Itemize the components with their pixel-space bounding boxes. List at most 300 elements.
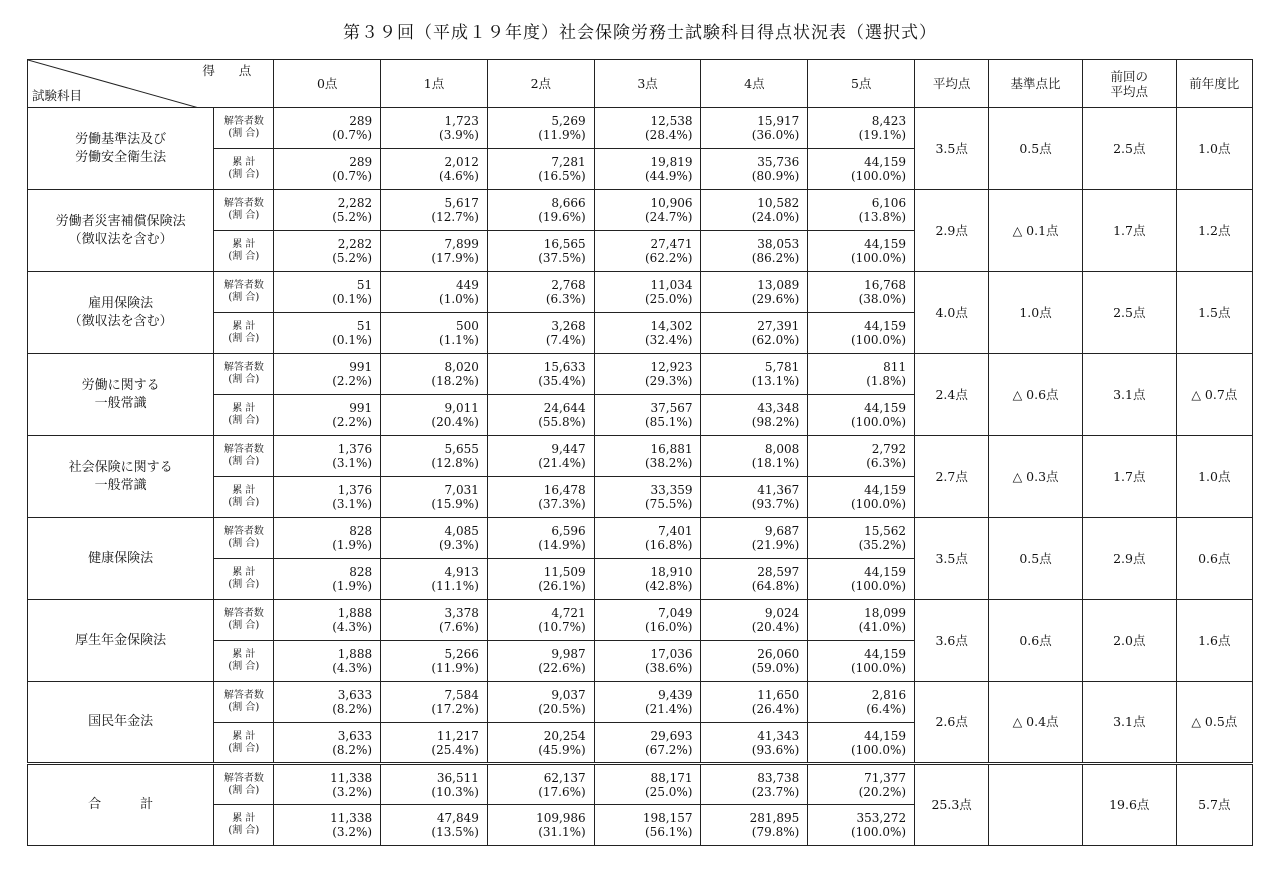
percent-value: (100.0%) [850,661,907,675]
header-score-5: 5点 [808,60,915,108]
percent-value: (28.4%) [645,128,693,142]
percent-value: (79.8%) [751,825,800,839]
percent-value: (93.6%) [751,742,800,757]
count-value: 7,584 [444,688,479,702]
score-cell [594,600,701,641]
percent-value: (16.5%) [538,169,586,183]
count-value: 1,376 [337,483,373,497]
count-value: 7,031 [444,483,479,497]
percent-value: (41.0%) [858,620,907,634]
row-type-ratio-label: (割 合) [228,415,260,426]
row-type-label: 解答者数 [223,116,264,127]
score-cell [274,600,381,641]
row-type-ratio-label: (割 合) [228,456,260,467]
score-cell [487,682,594,723]
percent-value: (35.4%) [538,374,586,388]
count-value: 88,171 [650,770,693,785]
table-row [28,272,1253,313]
score-cell [808,190,915,231]
count-value: 13,089 [757,278,800,292]
header-score-1: 1点 [381,60,488,108]
count-value: 62,137 [543,770,586,785]
row-type-ratio-label: (割 合) [228,210,260,221]
row-type-label: 累 計 [232,321,256,332]
subject-name [28,108,214,190]
row-type-ratio-label: (割 合) [228,128,260,139]
answers-label [214,108,274,149]
count-value: 5,266 [444,647,479,661]
count-value: 5,781 [764,360,800,374]
count-value: 7,049 [658,606,693,620]
count-value: 9,439 [658,688,693,702]
count-value: 828 [349,524,373,538]
prev-year-ratio-cell: 1.5点 [1176,272,1252,354]
score-cell [274,518,381,559]
count-value: 12,538 [650,114,693,128]
score-cell [274,231,381,272]
percent-value: (38.6%) [645,661,693,675]
score-cell [808,231,915,272]
percent-value: (7.4%) [545,333,586,347]
average-cell: 3.5点 [915,518,989,600]
percent-value: (11.9%) [538,128,586,142]
row-type-ratio-label: (割 合) [228,661,260,672]
percent-value: (62.0%) [751,333,800,347]
score-cell [808,764,915,805]
percent-value: (100.0%) [850,742,907,757]
percent-value: (56.1%) [645,825,693,839]
score-cell [808,805,915,846]
count-value: 10,582 [757,196,800,210]
score-cell [808,272,915,313]
subject-name [28,518,214,600]
row-type-ratio-label: (割 合) [228,825,260,836]
percent-value: (100.0%) [850,415,907,429]
table-row [28,600,1253,641]
prev-average-cell: 1.7点 [1082,436,1176,518]
score-cell [381,354,488,395]
header-average: 平均点 [915,60,989,108]
percent-value: (42.8%) [645,579,693,593]
score-cell [381,436,488,477]
score-cell [381,313,488,354]
cumulative-label [214,395,274,436]
base-ratio-cell [989,764,1083,846]
percent-value: (3.1%) [332,456,373,470]
base-ratio-cell: △ 0.3点 [989,436,1083,518]
count-value: 12,923 [650,360,693,374]
prev-year-ratio-cell: 1.6点 [1176,600,1252,682]
table-row [28,354,1253,395]
count-value: 5,269 [551,114,586,128]
percent-value: (0.1%) [332,292,373,306]
percent-value: (3.1%) [332,497,373,511]
row-type-ratio-label: (割 合) [228,620,260,631]
score-cell [381,682,488,723]
percent-value: (3.2%) [332,825,373,839]
count-value: 353,272 [856,811,907,825]
score-cell [381,723,488,764]
row-type-ratio-label: (割 合) [228,333,260,344]
percent-value: (59.0%) [751,661,800,675]
score-cell [594,231,701,272]
base-ratio-cell: 1.0点 [989,272,1083,354]
count-value: 44,159 [864,647,907,661]
percent-value: (6.3%) [545,292,586,306]
subject-name [28,272,214,354]
row-type-ratio-label: (割 合) [228,784,260,796]
count-value: 9,011 [444,401,479,415]
score-cell [274,108,381,149]
score-cell [381,149,488,190]
count-value: 4,085 [444,524,479,538]
count-value: 51 [356,278,373,292]
percent-value: (75.5%) [645,497,693,511]
percent-value: (17.9%) [431,251,479,265]
row-type-label: 累 計 [232,649,256,660]
cumulative-label [214,231,274,272]
percent-value: (100.0%) [850,251,907,265]
percent-value: (16.8%) [645,538,693,552]
count-value: 44,159 [864,401,907,415]
header-score-4: 4点 [701,60,808,108]
score-cell [487,477,594,518]
count-value: 37,567 [650,401,693,415]
percent-value: (6.3%) [866,456,907,470]
count-value: 1,888 [337,647,373,661]
prev-average-cell: 1.7点 [1082,190,1176,272]
percent-value: (31.1%) [538,825,586,839]
base-ratio-cell: △ 0.1点 [989,190,1083,272]
score-cell [487,764,594,805]
score-cell [594,149,701,190]
prev-average-cell: 3.1点 [1082,354,1176,436]
score-cell [594,354,701,395]
base-ratio-cell: 0.5点 [989,518,1083,600]
percent-value: (23.7%) [751,784,800,799]
count-value: 11,338 [330,770,373,785]
percent-value: (100.0%) [850,579,907,593]
score-cell [701,805,808,846]
count-value: 7,281 [551,155,586,169]
count-value: 38,053 [757,237,800,251]
score-cell [274,477,381,518]
count-value: 10,906 [650,196,693,210]
answers-label [214,354,274,395]
count-value: 18,910 [650,565,693,579]
percent-value: (22.6%) [538,661,586,675]
percent-value: (19.6%) [538,210,586,224]
row-type-ratio-label: (割 合) [228,579,260,590]
count-value: 991 [349,360,373,374]
percent-value: (25.4%) [431,742,479,757]
count-value: 16,565 [543,237,586,251]
count-value: 7,401 [658,524,693,538]
score-cell [274,190,381,231]
score-cell [594,805,701,846]
count-value: 16,768 [864,278,907,292]
row-type-label: 解答者数 [223,608,264,619]
base-ratio-cell: 0.5点 [989,108,1083,190]
percent-value: (17.2%) [431,702,479,716]
count-value: 15,562 [864,524,907,538]
percent-value: (2.2%) [332,415,373,429]
count-value: 9,447 [551,442,586,456]
subject-name-line: 労働者災害補償保険法 [55,213,186,229]
percent-value: (10.3%) [431,784,479,799]
score-cell [487,108,594,149]
answers-label [214,518,274,559]
base-ratio-cell: △ 0.6点 [989,354,1083,436]
count-value: 2,282 [337,237,373,251]
percent-value: (8.2%) [332,702,373,716]
count-value: 6,596 [551,524,586,538]
percent-value: (9.3%) [439,538,479,552]
count-value: 1,888 [337,606,373,620]
row-type-label: 解答者数 [223,198,264,209]
count-value: 7,899 [444,237,479,251]
answers-label [214,764,274,805]
percent-value: (100.0%) [850,497,907,511]
prev-year-ratio-cell: 1.2点 [1176,190,1252,272]
score-cell [381,559,488,600]
score-cell [808,477,915,518]
percent-value: (36.0%) [751,128,800,142]
count-value: 20,254 [543,728,586,743]
row-type-ratio-label: (割 合) [228,497,260,508]
row-type-label: 累 計 [232,730,256,742]
percent-value: (100.0%) [850,333,907,347]
percent-value: (98.2%) [751,415,800,429]
score-cell [701,272,808,313]
percent-value: (67.2%) [645,742,693,757]
count-value: 5,617 [444,196,479,210]
count-value: 28,597 [757,565,800,579]
count-value: 500 [455,319,479,333]
count-value: 8,666 [551,196,586,210]
header-prev-year-ratio: 前年度比 [1176,60,1252,108]
percent-value: (80.9%) [751,169,800,183]
score-cell [701,641,808,682]
row-type-label: 解答者数 [223,444,264,455]
count-value: 6,106 [871,196,907,210]
row-type-ratio-label: (割 合) [228,538,260,549]
percent-value: (5.2%) [332,251,373,265]
count-value: 449 [455,278,479,292]
row-type-label: 累 計 [232,403,256,414]
score-cell [381,600,488,641]
score-cell [274,272,381,313]
subject-name-line: 厚生年金保険法 [75,632,167,648]
count-value: 3,633 [337,688,373,702]
percent-value: (29.3%) [645,374,693,388]
header-prev-average [1082,60,1176,108]
score-cell [274,559,381,600]
count-value: 11,509 [543,565,586,579]
percent-value: (37.5%) [538,251,586,265]
count-value: 11,338 [330,811,373,825]
percent-value: (2.2%) [332,374,373,388]
percent-value: (10.7%) [538,620,586,634]
average-cell: 2.4点 [915,354,989,436]
count-value: 41,343 [757,728,800,743]
score-cell [274,313,381,354]
score-cell [701,436,808,477]
score-cell [381,395,488,436]
score-cell [701,354,808,395]
cumulative-label [214,641,274,682]
score-cell [808,395,915,436]
score-cell [808,559,915,600]
cumulative-label [214,805,274,846]
score-cell [487,395,594,436]
average-cell: 2.7点 [915,436,989,518]
score-cell [594,682,701,723]
average-cell: 4.0点 [915,272,989,354]
score-cell [808,354,915,395]
row-type-label: 累 計 [232,157,256,168]
count-value: 44,159 [864,237,907,251]
corner-header [28,60,274,108]
count-value: 11,650 [757,688,800,702]
count-value: 828 [349,565,373,579]
percent-value: (18.1%) [751,456,800,470]
percent-value: (20.4%) [431,415,479,429]
subject-name-line: （徴収法を含む） [68,231,173,247]
score-table [27,59,1253,846]
percent-value: (38.0%) [858,292,907,306]
count-value: 18,099 [864,606,907,620]
subject-name [28,354,214,436]
count-value: 15,917 [757,114,800,128]
percent-value: (20.5%) [538,702,586,716]
percent-value: (13.8%) [858,210,907,224]
prev-year-ratio-cell: 0.6点 [1176,518,1252,600]
subject-name [28,436,214,518]
score-cell [487,190,594,231]
score-cell [594,641,701,682]
count-value: 9,037 [551,688,586,702]
subject-label: 試験科目 [32,88,83,103]
score-cell [487,723,594,764]
score-cell [701,477,808,518]
percent-value: (86.2%) [751,251,800,265]
score-cell [381,231,488,272]
percent-value: (18.2%) [431,374,479,388]
average-cell: 2.9点 [915,190,989,272]
row-type-ratio-label: (割 合) [228,742,260,754]
score-cell [487,354,594,395]
percent-value: (21.4%) [645,702,693,716]
percent-value: (25.0%) [645,784,693,799]
count-value: 41,367 [757,483,800,497]
score-cell [487,600,594,641]
count-value: 4,913 [444,565,479,579]
count-value: 4,721 [551,606,586,620]
percent-value: (26.4%) [751,702,800,716]
count-value: 44,159 [864,728,907,743]
subject-name-line: 一般常識 [94,477,147,493]
score-cell [487,149,594,190]
percent-value: (3.9%) [439,128,479,142]
score-cell [701,600,808,641]
score-cell [594,477,701,518]
count-value: 109,986 [536,811,586,825]
count-value: 15,633 [543,360,586,374]
score-cell [701,518,808,559]
prev-year-ratio-cell: △ 0.5点 [1176,682,1252,764]
average-cell: 2.6点 [915,682,989,764]
score-cell [594,559,701,600]
count-value: 281,895 [749,811,800,825]
table-row [28,436,1253,477]
cumulative-label [214,149,274,190]
count-value: 2,792 [871,442,907,456]
count-value: 16,478 [543,483,586,497]
count-value: 33,359 [650,483,693,497]
percent-value: (62.2%) [645,251,693,265]
percent-value: (24.0%) [751,210,800,224]
subject-name [28,682,214,764]
count-value: 3,633 [337,728,373,743]
score-cell [808,436,915,477]
score-cell [594,272,701,313]
count-value: 289 [349,114,373,128]
subject-name-line: （徴収法を含む） [68,313,173,329]
count-value: 2,768 [551,278,586,292]
row-type-ratio-label: (割 合) [228,702,260,713]
percent-value: (7.6%) [439,620,479,634]
header-row [28,60,1253,108]
prev-average-cell: 2.5点 [1082,108,1176,190]
count-value: 36,511 [436,770,479,785]
subject-name-line: 労働基準法及び [75,131,167,147]
percent-value: (6.4%) [866,702,907,716]
cumulative-label [214,477,274,518]
percent-value: (17.6%) [538,784,586,799]
row-type-label: 解答者数 [223,362,264,373]
count-value: 9,024 [764,606,800,620]
score-cell [701,682,808,723]
score-cell [381,190,488,231]
prev-year-ratio-cell: △ 0.7点 [1176,354,1252,436]
percent-value: (100.0%) [850,169,907,183]
percent-value: (13.1%) [751,374,800,388]
count-value: 19,819 [650,155,693,169]
count-value: 43,348 [757,401,800,415]
count-value: 83,738 [757,770,800,785]
count-value: 9,987 [551,647,586,661]
prev-year-ratio-cell: 1.0点 [1176,436,1252,518]
subject-name-line: 社会保険に関する [68,459,173,475]
cumulative-label [214,313,274,354]
score-cell [594,190,701,231]
score-cell [701,559,808,600]
score-label: 得 点 [202,63,262,78]
percent-value: (11.9%) [431,661,479,675]
percent-value: (25.0%) [645,292,693,306]
percent-value: (12.7%) [431,210,479,224]
header-score-2: 2点 [487,60,594,108]
score-cell [487,518,594,559]
count-value: 991 [349,401,373,415]
percent-value: (19.1%) [858,128,907,142]
prev-average-cell: 3.1点 [1082,682,1176,764]
score-cell [274,764,381,805]
score-cell [701,313,808,354]
count-value: 8,020 [444,360,479,374]
total-label: 合 計 [28,764,214,846]
